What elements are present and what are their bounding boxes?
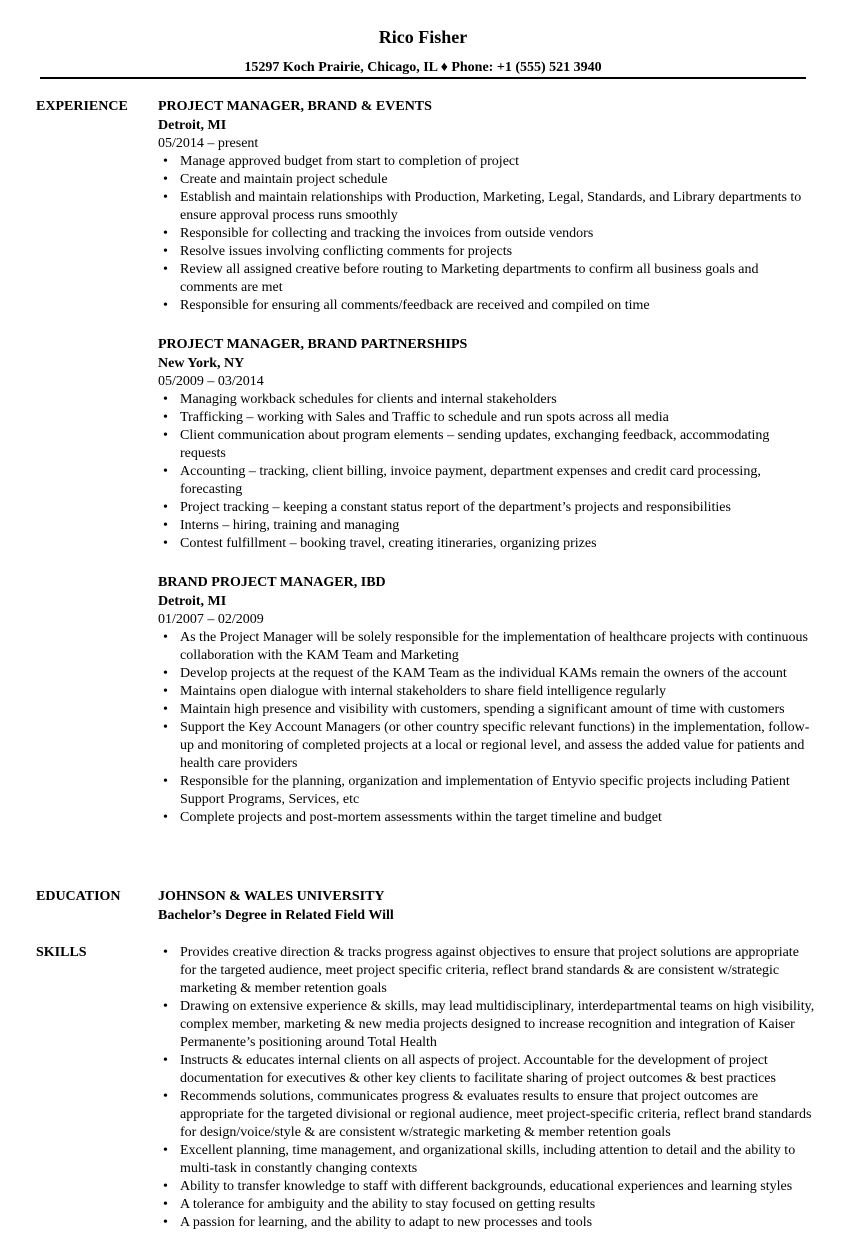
degree: Bachelor’s Degree in Related Field Will	[158, 908, 394, 923]
list-item: • Instructs & educates internal clients on all aspects of project. Accountable for the development of project documentation for executives & other key clients to facilitate sharing of project outcomes & best practices	[180, 1052, 818, 1088]
list-item: • Responsible for the planning, organization and implementation of Entyvio specific projects including Patient Support Programs, Services, etc	[180, 773, 818, 809]
job-dates: 05/2014 – present	[158, 136, 259, 151]
list-item: • Interns – hiring, training and managing	[180, 517, 818, 535]
list-item: • Accounting – tracking, client billing, invoice payment, department expenses and credit card processing, forecasting	[180, 463, 818, 499]
job-location: Detroit, MI	[158, 118, 227, 133]
list-item: • Client communication about program elements – sending updates, exchanging feedback, accommodating requests	[180, 427, 818, 463]
skills-bullet-list	[158, 944, 818, 1232]
list-item: • Establish and maintain relationships with Production, Marketing, Legal, Standards, and Library departments to ensure approval process runs smoothly	[180, 189, 818, 225]
section-heading-experience: EXPERIENCE	[36, 99, 128, 114]
list-item: • Review all assigned creative before routing to Marketing departments to confirm all business goals and comments are met	[180, 261, 818, 297]
skills-entry	[158, 944, 818, 1232]
job-bullet-list	[158, 153, 818, 315]
list-item: • A passion for learning, and the ability to adapt to new processes and tools	[180, 1214, 818, 1232]
list-item: • Excellent planning, time management, and organizational skills, including attention to detail and the ability to multi-task in constantly changing contexts	[180, 1142, 818, 1178]
job-location: New York, NY	[158, 356, 245, 371]
list-item: • Trafficking – working with Sales and Traffic to schedule and run spots across all media	[180, 409, 818, 427]
list-item: • Resolve issues involving conflicting comments for projects	[180, 243, 818, 261]
section-heading-skills: SKILLS	[36, 945, 87, 960]
job-bullet-list	[158, 391, 818, 553]
list-item: • Responsible for ensuring all comments/feedback are received and compiled on time	[180, 297, 818, 315]
job-location: Detroit, MI	[158, 594, 227, 609]
list-item: • Recommends solutions, communicates progress & evaluates results to ensure that project outcomes are appropriate for the targeted divisional or regional audience, meet project-specific criteria, reflect brand standards for design/voice/style & are consistent w/strategic marketing & member retention goals	[180, 1088, 818, 1142]
education-entry	[158, 887, 818, 925]
contact-line: 15297 Koch Prairie, Chicago, IL ♦ Phone: +1 (555) 521 3940	[244, 60, 602, 75]
list-item: • Manage approved budget from start to completion of project	[180, 153, 818, 171]
list-item: • Support the Key Account Managers (or other country specific relevant functions) in the implementation, follow-up and monitoring of completed projects at a local or regional level, and assess the added value for patients and health care providers	[180, 719, 818, 773]
job-bullet-list	[158, 629, 818, 827]
job-entry	[158, 335, 818, 553]
job-dates: 01/2007 – 02/2009	[158, 612, 264, 627]
list-item: • Create and maintain project schedule	[180, 171, 818, 189]
list-item: • Ability to transfer knowledge to staff with different backgrounds, educational experiences and learning styles	[180, 1178, 818, 1196]
school-name: JOHNSON & WALES UNIVERSITY	[158, 889, 385, 904]
job-entry	[158, 573, 818, 827]
list-item: • Maintains open dialogue with internal stakeholders to share field intelligence regularly	[180, 683, 818, 701]
list-item: • Provides creative direction & tracks progress against objectives to ensure that project solutions are appropriate for the targeted audience, meet project specific criteria, reflect brand standards & are consistent w/strategic marketing & member retention goals	[180, 944, 818, 998]
candidate-name: Rico Fisher	[378, 27, 468, 47]
list-item: • Responsible for collecting and tracking the invoices from outside vendors	[180, 225, 818, 243]
list-item: • Develop projects at the request of the KAM Team as the individual KAMs remain the owners of the account	[180, 665, 818, 683]
job-title: PROJECT MANAGER, BRAND PARTNERSHIPS	[158, 337, 468, 352]
list-item: • A tolerance for ambiguity and the ability to stay focused on getting results	[180, 1196, 818, 1214]
header-divider	[40, 77, 806, 79]
list-item: • Managing workback schedules for clients and internal stakeholders	[180, 391, 818, 409]
job-title: BRAND PROJECT MANAGER, IBD	[158, 575, 386, 590]
section-heading-education: EDUCATION	[36, 889, 121, 904]
list-item: • Maintain high presence and visibility with customers, spending a significant amount of time with customers	[180, 701, 818, 719]
list-item: • Project tracking – keeping a constant status report of the department’s projects and responsibilities	[180, 499, 818, 517]
job-entry	[158, 97, 818, 315]
list-item: • Complete projects and post-mortem assessments within the target timeline and budget	[180, 809, 818, 827]
list-item: • As the Project Manager will be solely responsible for the implementation of healthcare projects with continuous collaboration with the KAM Team and Marketing	[180, 629, 818, 665]
job-title: PROJECT MANAGER, BRAND & EVENTS	[158, 99, 432, 114]
list-item: • Drawing on extensive experience & skills, may lead multidisciplinary, interdepartmental teams on high visibility, complex member, marketing & new media projects designed to increase recognition and integration of Kaiser Permanente’s positioning around Total Health	[180, 998, 818, 1052]
job-dates: 05/2009 – 03/2014	[158, 374, 264, 389]
list-item: • Contest fulfillment – booking travel, creating itineraries, organizing prizes	[180, 535, 818, 553]
